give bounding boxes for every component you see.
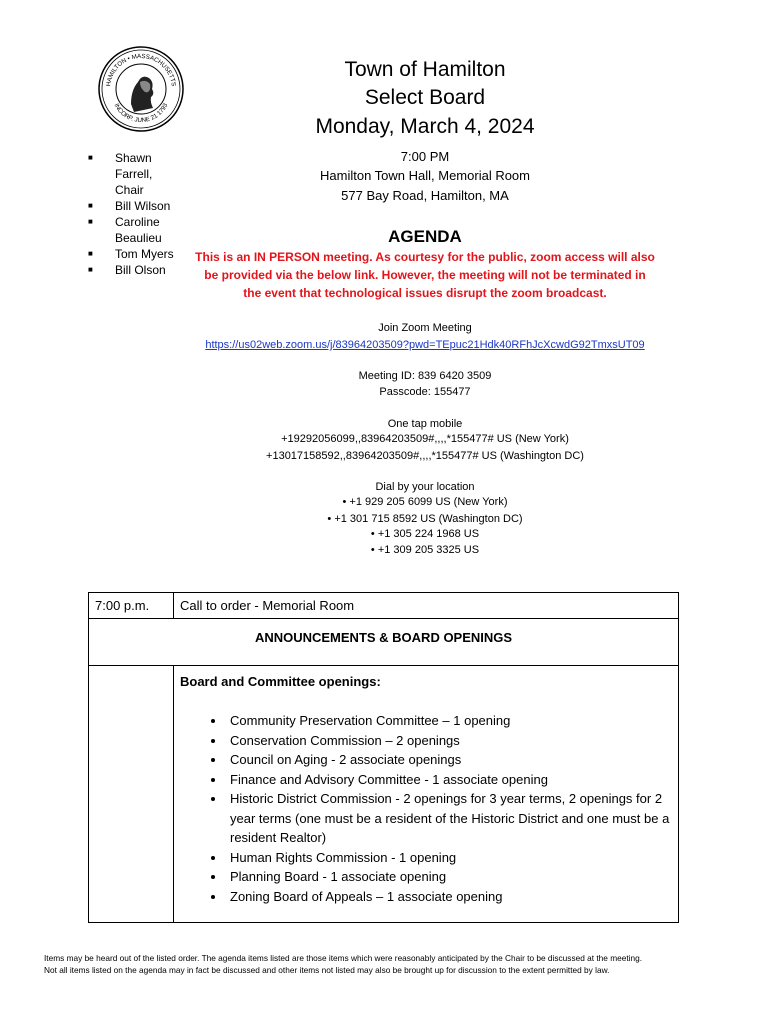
member-name: Shawn — [115, 151, 152, 165]
member-name: Tom Myers — [115, 247, 174, 261]
square-bullet-icon: ■ — [88, 249, 93, 258]
notice-line: This is an IN PERSON meeting. As courtesy for the public, zoom access will also — [195, 250, 655, 264]
zoom-meeting-link[interactable]: https://us02web.zoom.us/j/83964203509?pwd=TEpuc21Hdk40RFhJcXcwdG92TmxsUT09 — [205, 339, 645, 351]
square-bullet-icon: ■ — [88, 265, 93, 274]
list-item: • Zoning Board of Appeals – 1 associate opening — [226, 887, 672, 907]
section-heading: ANNOUNCEMENTS & BOARD OPENINGS — [89, 619, 679, 666]
notice-line: be provided via the below link. However, the meeting will not be terminated in — [204, 268, 646, 282]
member-role: Chair — [115, 183, 144, 197]
town-title: Town of Hamilton — [344, 58, 506, 81]
list-item: • Finance and Advisory Committee - 1 associate opening — [226, 770, 672, 790]
openings-title: Board and Committee openings: — [180, 674, 381, 689]
table-row — [89, 666, 679, 923]
meeting-date: Monday, March 4, 2024 — [315, 115, 535, 138]
member-name: Caroline — [115, 215, 160, 229]
meeting-address: 577 Bay Road, Hamilton, MA — [341, 188, 509, 203]
list-item: • Human Rights Commission - 1 opening — [226, 848, 672, 868]
list-item: • Community Preservation Committee – 1 opening — [226, 711, 672, 731]
member-item — [88, 262, 198, 278]
one-tap-number: +13017158592,,83964203509#,,,,*155477# US (Washington DC) — [266, 450, 584, 462]
meeting-time: 7:00 PM — [400, 149, 450, 164]
list-item: • Planning Board - 1 associate opening — [226, 867, 672, 887]
member-name: Bill Wilson — [115, 199, 171, 213]
square-bullet-icon: ■ — [88, 217, 93, 226]
openings-list — [180, 711, 672, 906]
agenda-table — [88, 592, 679, 923]
table-row — [89, 593, 679, 619]
member-item — [88, 246, 198, 262]
dial-label: Dial by your location — [375, 481, 475, 493]
seal-text-bottom: INCORP. JUNE 21 1793 — [112, 102, 170, 125]
member-item — [88, 198, 198, 214]
list-item: • Historic District Commission - 2 openings for 3 year terms, 2 openings for 2 year terms (one must be a resident of the Historic District and one must be a resident Realtor) — [226, 789, 672, 848]
one-tap-label: One tap mobile — [387, 418, 463, 430]
openings-cell — [174, 666, 679, 923]
member-item — [88, 150, 198, 198]
member-name: Farrell, — [115, 167, 153, 181]
meeting-venue: Hamilton Town Hall, Memorial Room — [320, 168, 530, 183]
footer-disclaimer — [44, 952, 734, 976]
board-title: Select Board — [364, 86, 486, 109]
board-members-list — [88, 150, 198, 278]
join-zoom-label: Join Zoom Meeting — [378, 322, 472, 334]
empty-time-cell — [89, 666, 174, 923]
town-seal-icon — [98, 46, 184, 132]
member-name: Bill Olson — [115, 263, 166, 277]
list-item: • Council on Aging - 2 associate openings — [226, 750, 672, 770]
seal-text-top: HAMILTON • MASSACHUSETTS — [105, 52, 177, 87]
table-row — [89, 619, 679, 666]
square-bullet-icon: ■ — [88, 201, 93, 210]
member-name: Beaulieu — [115, 231, 162, 245]
meeting-passcode: Passcode: 155477 — [379, 386, 471, 398]
dial-number: • +1 301 715 8592 US (Washington DC) — [327, 513, 523, 525]
in-person-notice — [193, 248, 657, 302]
dial-number: • +1 309 205 3325 US — [370, 544, 480, 556]
member-item — [88, 214, 198, 246]
footer-line: Items may be heard out of the listed order. The agenda items listed are those items which were reasonably anticipated by the Chair to be discussed at the meeting. — [44, 953, 643, 963]
agenda-item: Call to order - Memorial Room — [174, 593, 679, 619]
list-item: • Conservation Commission – 2 openings — [226, 731, 672, 751]
dial-number: • +1 929 205 6099 US (New York) — [342, 496, 508, 508]
notice-line: the event that technological issues disrupt the zoom broadcast. — [243, 286, 607, 300]
footer-line: Not all items listed on the agenda may in fact be discussed and other items not listed may also be brought up for discussion to the extent permitted by law. — [44, 965, 610, 975]
meeting-id: Meeting ID: 839 6420 3509 — [358, 370, 492, 382]
agenda-time: 7:00 p.m. — [89, 593, 174, 619]
square-bullet-icon: ■ — [88, 153, 93, 162]
one-tap-number: +19292056099,,83964203509#,,,,*155477# US (New York) — [281, 433, 569, 445]
agenda-heading: AGENDA — [388, 227, 462, 246]
dial-number: • +1 305 224 1968 US — [370, 528, 480, 540]
